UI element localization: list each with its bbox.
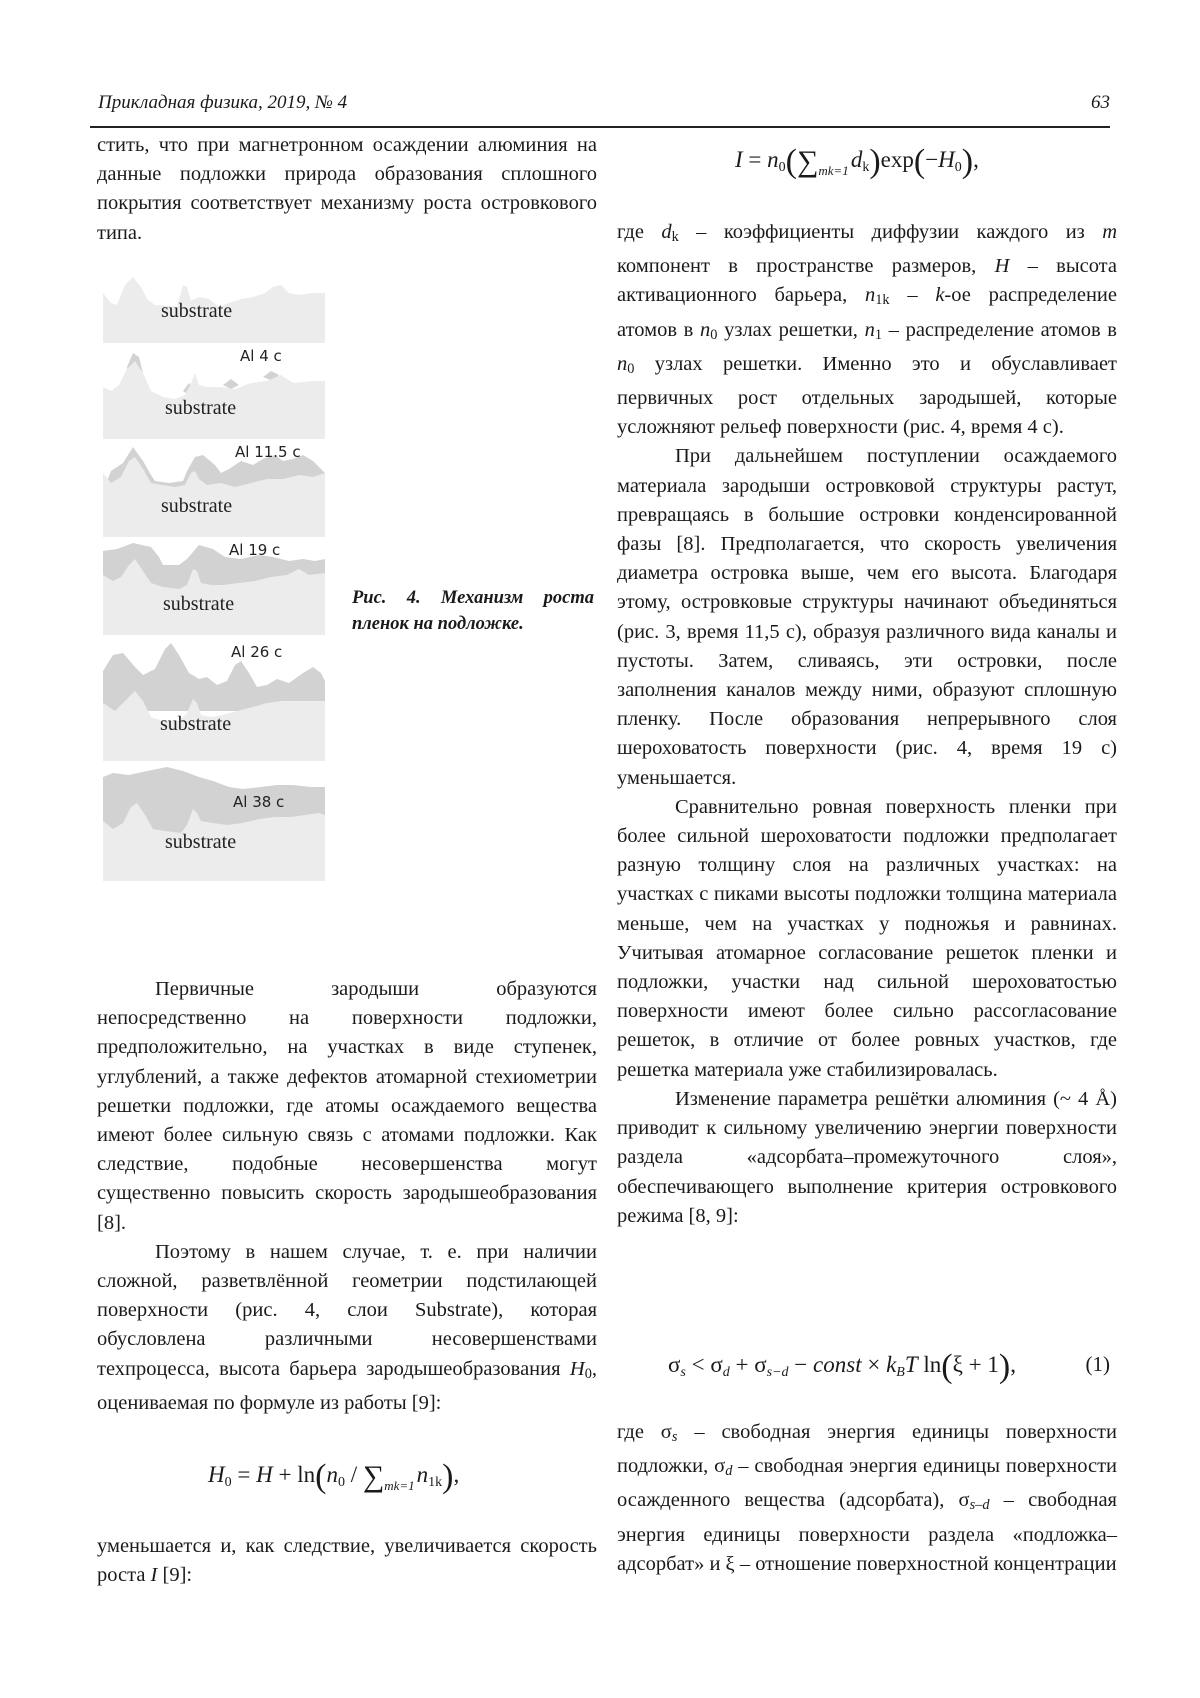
text: –: [889, 284, 936, 307]
panel-drawing: [103, 641, 325, 763]
subscript: d: [725, 1463, 733, 1480]
sum-limits: [818, 165, 848, 177]
symbol: H: [256, 1462, 273, 1487]
variable: H: [994, 255, 1010, 278]
figure-caption: Рис. 4. Механизм роста пленок на подложке.: [352, 588, 594, 634]
figure-panel-substrate: [103, 275, 325, 345]
paragraph: Первичные зародыши образуются непосредственно на поверхности подложки, предположительно, на участках в виде ступенек, углублений, а также дефектов атомарной стехиометрии решетки подложки, где атомы осаждаемого вещества имеют более сильную связь с атомами подложки. Как следствие, подобные несовершенства могут существенно повысить скорость зародышеобразования [8].: [97, 978, 597, 1234]
variable: m: [1102, 221, 1117, 243]
subscript: 0: [954, 160, 962, 175]
formula-h0: [208, 1458, 459, 1496]
argument: ξ + 1: [952, 1352, 999, 1377]
symbol: n: [767, 147, 779, 172]
punct: ,: [973, 147, 979, 172]
journal-title: Прикладная физика, 2019, № 4: [98, 92, 348, 113]
figure-panel-al-38s: [103, 767, 325, 883]
symbol: d: [850, 147, 863, 172]
subscript: 0: [337, 1475, 345, 1490]
text: , оцениваемая по формуле из работы [9]:: [97, 1357, 597, 1414]
operator: −: [788, 1352, 814, 1377]
symbol: k: [886, 1352, 897, 1377]
time-label: Al 26 c: [231, 643, 283, 661]
punct: ,: [453, 1462, 460, 1487]
symbol: σ: [754, 1352, 767, 1377]
figure-panel-al-11-5s: [103, 443, 325, 539]
substrate-label: substrate: [161, 495, 233, 517]
symbol: σ: [660, 1421, 672, 1443]
paren-open: (: [941, 1348, 953, 1385]
right-column-end: [617, 1418, 1117, 1579]
subscript: 1k: [428, 1475, 443, 1490]
punct: ,: [1010, 1352, 1016, 1377]
page-number: 63: [1091, 92, 1110, 113]
variable: H: [569, 1357, 585, 1380]
panel-drawing: [103, 541, 325, 637]
subscript: s−d: [766, 1365, 789, 1380]
text: Поэтому в нашем случае, т. е. при наличии сложной, разветвлённой геометрии подстилающей поверхности (рис. 4, слои Substrate), которая обусловлена различными несовершенствами техпроцесса, высота барьера зародышеобразования: [97, 1240, 597, 1380]
paren-open: (: [913, 143, 926, 180]
figure-panel-al-4s: [103, 347, 325, 441]
paragraph: При дальнейшем поступлении осаждаемого материала зародыши островковой структуры растут, превращаясь в большие островки конденсированной фазы [8]. Предполагается, что скорость увеличения диаметра островка выше, чем его высота. Благодаря этому, островковые структуры начинают объединяться (рис. 3, время 11,5 с), образуя различного вида каналы и пустоты. Затем, сливаясь, эти островки, после заполнения каналов между ними, образуют сплошную пленку. После образования непрерывного слоя шероховатость поверхности (рис. 4, время 19 с) уменьшается.: [617, 445, 1117, 789]
left-column-top: [97, 131, 597, 248]
subscript: k: [671, 229, 679, 245]
running-header: [90, 92, 1110, 124]
subscript: 1k: [875, 292, 890, 309]
substrate-label: substrate: [165, 831, 237, 853]
left-column-end: [97, 1532, 597, 1590]
symbol: n: [416, 1462, 429, 1487]
text: – распределение атомов в: [882, 318, 1117, 341]
lower-limit: k=1: [393, 1478, 415, 1493]
variable: n: [617, 352, 628, 375]
variable: k: [935, 284, 945, 307]
subscript: s: [671, 1429, 678, 1445]
time-label: Al 11.5 c: [235, 443, 301, 461]
operator: =: [742, 147, 768, 172]
operator: =: [231, 1462, 257, 1487]
variable: d: [661, 221, 672, 243]
symbol: T: [904, 1352, 918, 1377]
symbol: I: [735, 147, 743, 172]
subscript: s: [680, 1365, 686, 1380]
operator: −: [925, 147, 939, 172]
symbol: σ: [714, 1455, 726, 1478]
symbol: σ: [710, 1352, 723, 1377]
operator: ×: [861, 1352, 887, 1377]
figure-4: [103, 275, 335, 935]
header-rule: [90, 126, 1110, 128]
symbol: n: [326, 1462, 338, 1487]
time-label: Al 19 c: [229, 541, 281, 559]
subscript: 0: [224, 1475, 232, 1490]
text: – свободная энергия единицы поверхности подложки,: [617, 1421, 1117, 1478]
function: ln: [917, 1352, 942, 1377]
text: компонент в пространстве размеров,: [617, 255, 995, 278]
paren-open: (: [315, 1458, 327, 1495]
text: узлах решетки. Именно это и обуславливает первичных рост отдельных зародышей, которые усложняют рельеф поверхности (рис. 4, время 4 с).: [617, 352, 1117, 439]
operator: + ln: [272, 1462, 316, 1487]
subscript: d: [722, 1365, 730, 1380]
panel-drawing: [103, 767, 325, 883]
equation-1: [668, 1348, 1110, 1386]
function: exp: [880, 147, 914, 172]
operator: /: [344, 1462, 363, 1487]
substrate-label: substrate: [165, 397, 237, 419]
variable: n: [864, 318, 875, 341]
subscript: 0: [584, 1365, 592, 1382]
paren-open: (: [785, 143, 797, 180]
subscript: 0: [627, 360, 635, 377]
symbol: σ: [958, 1489, 970, 1512]
text: – высота активационного барьера,: [617, 255, 1117, 307]
paren-close: ): [961, 143, 974, 180]
sum-sign: ∑: [796, 145, 819, 178]
paren-close: ): [998, 1348, 1011, 1385]
variable: I: [150, 1564, 158, 1587]
formula-i: [735, 143, 979, 181]
subscript: 1: [874, 326, 883, 343]
equation-number: (1): [1085, 1352, 1110, 1376]
substrate-label: substrate: [163, 593, 235, 615]
text: – свободная энергия единицы поверхности раздела «подложка–адсорбат» и ξ – отношение поверхностной концентрации: [617, 1489, 1117, 1575]
subscript: B: [896, 1365, 905, 1380]
text: – коэффициенты диффузии каждого из: [678, 221, 1103, 243]
sum-limits: [384, 1480, 414, 1492]
right-column-body: [617, 218, 1117, 1231]
variable: n: [700, 318, 711, 341]
time-label: Al 38 c: [233, 793, 285, 811]
substrate-label: substrate: [161, 300, 233, 322]
panel-drawing: [103, 347, 325, 441]
paren-close: ): [442, 1458, 454, 1495]
paragraph: [97, 1532, 597, 1590]
paragraph: Изменение параметра решётки алюминия (~ 4 Å) приводит к сильному увеличению энергии поверхности раздела «адсорбата–промежуточного слоя», обеспечивающего выполнение критерия островкового режима [8, 9]:: [617, 1087, 1117, 1227]
variable: n: [864, 284, 876, 307]
operator: +: [729, 1352, 755, 1377]
sum-sign: ∑: [362, 1460, 385, 1493]
text: -ое распределение атомов в: [617, 284, 1117, 341]
text: где: [617, 221, 662, 243]
symbol: H: [938, 147, 955, 172]
text: – свободная энергия единицы поверхности осажденного вещества (адсорбата),: [617, 1455, 1118, 1512]
subscript: k: [862, 160, 870, 175]
constant: const: [813, 1352, 862, 1377]
symbol: σ: [668, 1352, 681, 1377]
paragraph: [97, 1238, 597, 1418]
paragraph: [617, 1418, 1117, 1579]
lower-limit: k=1: [827, 163, 849, 178]
upper-limit: m: [818, 163, 828, 178]
figure-panel-al-19s: [103, 541, 325, 637]
subscript: 0: [710, 326, 718, 343]
upper-limit: m: [384, 1478, 394, 1493]
text: где: [617, 1421, 661, 1443]
subscript: s–d: [969, 1497, 990, 1514]
subscript: 0: [778, 160, 786, 175]
substrate-label: substrate: [160, 713, 232, 735]
left-column-body: [97, 975, 597, 1418]
paragraph: [617, 218, 1117, 442]
text: [9]:: [157, 1564, 193, 1587]
symbol: H: [208, 1462, 225, 1487]
text: узлах решетки,: [717, 318, 865, 341]
figure-panel-al-26s: [103, 641, 325, 763]
paren-close: ): [869, 143, 881, 180]
text: уменьшается и, как следствие, увеличивается скорость роста: [97, 1535, 597, 1587]
time-label: Al 4 c: [240, 347, 282, 365]
paragraph: Сравнительно ровная поверхность пленки при более сильной шероховатости подложки предполагает разную толщину слоя на различных участках: на участках с пиками высоты подложки толщина материала меньше, чем на участках у подножья и равнинах. Учитывая атомарное согласование решеток пленки и подложки, участки над сильной шероховатостью поверхности имеют более сильно рассогласование решеток, в отличие от более ровных участков, где решетка материала уже стабилизировалась.: [617, 795, 1117, 1081]
paragraph: стить, что при магнетронном осаждении алюминия на данные подложки природа образования сплошного покрытия соответствует механизму роста островкового типа.: [97, 134, 597, 244]
operator: <: [685, 1352, 711, 1377]
